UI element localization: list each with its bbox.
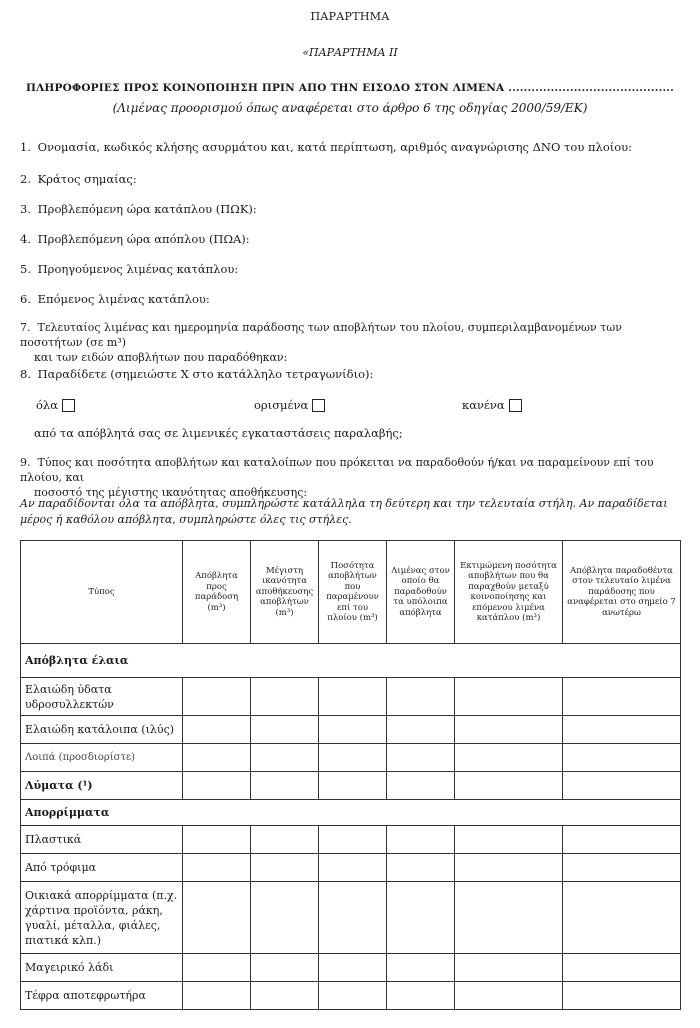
table-cell[interactable] [251,982,319,1010]
form-title: ΠΛΗΡΟΦΟΡΙΕΣ ΠΡΟΣ ΚΟΙΝΟΠΟΙΗΣΗ ΠΡΙΝ ΑΠΟ ΤΗΝ ΕΙΣΟΔΟ ΣΤΟΝ ΛΙΜΕΝΑ ........................................... [25,82,675,94]
table-row [21,854,681,882]
table-cell[interactable] [183,982,251,1010]
table-cell[interactable] [455,826,563,854]
table-cell[interactable] [455,954,563,982]
table-cell[interactable] [563,744,681,772]
column-header-max-capacity: Μέγιστη ικανότητα αποθήκευσης αποβλήτων (m³) [251,541,319,644]
waste-table [20,540,681,1010]
option-some-label: ορισμένα [254,398,309,412]
table-cell[interactable] [319,772,387,800]
column-header-to-deliver: Απόβλητα προς παράδοση (m³) [183,541,251,644]
table-cell[interactable] [455,982,563,1010]
table-cell[interactable] [319,854,387,882]
item-number: 4. [20,232,31,246]
item-text: Ονομασία, κωδικός κλήσης ασυρμάτου και, κατά περίπτωση, αριθμός αναγνώρισης ΔΝΟ του πλοίου: [37,140,633,154]
item-6 [20,291,682,308]
table-cell[interactable] [387,982,455,1010]
table-cell[interactable] [563,954,681,982]
item-text: Επόμενος λιμένας κατάπλου: [37,292,210,306]
table-cell[interactable] [251,678,319,716]
form-subtitle: (Λιμένας προορισμού όπως αναφέρεται στο άρθρο 6 της οδηγίας 2000/59/ΕΚ) [112,101,588,115]
item-7 [20,320,682,365]
table-row [21,982,681,1010]
item-text: Κράτος σημαίας: [37,172,137,186]
table-cell[interactable] [319,678,387,716]
table-cell[interactable] [319,826,387,854]
table-cell[interactable] [251,954,319,982]
table-cell[interactable] [183,678,251,716]
option-some-checkbox[interactable] [312,399,325,412]
table-row [21,772,681,800]
table-cell[interactable] [387,954,455,982]
item-3 [20,201,682,218]
column-header-last-delivered: Απόβλητα παραδοθέντα στον τελευταίο λιμένα παράδοσης που αναφέρεται στο σημείο 7 ανωτέρω [563,541,681,644]
item-5 [20,261,682,278]
table-cell[interactable] [387,882,455,954]
row-label: Λύματα (¹) [21,772,183,800]
table-cell[interactable] [563,678,681,716]
table-cell[interactable] [183,744,251,772]
table-row [21,716,681,744]
table-row-category [21,644,681,678]
column-header-estimated-generated: Εκτιμώμενη ποσότητα αποβλήτων που θα παραχθούν μεταξύ κοινοποίησης και επόμενου λιμένα κατάπλου (m³) [455,541,563,644]
table-row [21,882,681,954]
table-cell[interactable] [563,882,681,954]
table-cell[interactable] [455,678,563,716]
item-text: Παραδίδετε (σημειώστε Χ στο κατάλληλο τετραγωνίδιο): [37,367,374,381]
row-label: Οικιακά απορρίμματα (π.χ. χάρτινα προϊόντα, ράκη, γυαλί, μέταλλα, φιάλες, πιατικά κλπ.) [21,882,183,954]
table-cell[interactable] [319,982,387,1010]
table-cell[interactable] [319,882,387,954]
option-all-checkbox[interactable] [62,399,75,412]
table-header-row [21,541,681,644]
table-cell[interactable] [183,716,251,744]
item-1 [20,139,682,156]
table-cell[interactable] [183,826,251,854]
item-number: 9. [20,456,31,469]
table-cell[interactable] [251,826,319,854]
item-number: 2. [20,172,31,186]
item-text-continued: ποσοστό της μέγιστης ικανότητας αποθήκευσης: [34,486,308,499]
table-cell[interactable] [455,882,563,954]
item-text: Προηγούμενος λιμένας κατάπλου: [37,262,239,276]
table-cell[interactable] [387,854,455,882]
item-number: 1. [20,140,31,154]
row-label: Ελαιώδη ύδατα υδροσυλλεκτών [21,678,183,716]
category-label: Απόβλητα έλαια [21,644,681,678]
item-number: 5. [20,262,31,276]
table-cell[interactable] [387,716,455,744]
row-label: Πλαστικά [21,826,183,854]
table-cell[interactable] [251,882,319,954]
table-cell[interactable] [387,826,455,854]
table-cell[interactable] [563,826,681,854]
table-cell[interactable] [251,744,319,772]
item-number: 8. [20,367,31,381]
table-cell[interactable] [183,854,251,882]
option-all-label: όλα [36,398,58,412]
item-number: 6. [20,292,31,306]
item-text: Τελευταίος λιμένας και ημερομηνία παράδοσης των αποβλήτων του πλοίου, συμπεριλαμβανομένων των ποσοτήτων (σε m³) [20,321,622,349]
item-text-continued: και των ειδών αποβλήτων που παραδόθηκαν: [34,351,288,364]
column-header-delivery-port: Λιμένας στον οποίο θα παραδοθούν τα υπόλοιπα απόβλητα [387,541,455,644]
table-cell[interactable] [563,854,681,882]
table-cell[interactable] [251,772,319,800]
item-2 [20,171,682,188]
table-cell[interactable] [183,882,251,954]
table-cell[interactable] [183,954,251,982]
table-row [21,954,681,982]
table-cell[interactable] [251,716,319,744]
annex-heading: ΠΑΡΑΡΤΗΜΑ [310,10,390,23]
item-number: 3. [20,202,31,216]
row-label: Λοιπά (προσδιορίστε) [21,744,183,772]
table-cell[interactable] [563,716,681,744]
table-cell[interactable] [455,854,563,882]
table-cell[interactable] [563,982,681,1010]
category-label: Απορρίμματα [21,800,681,826]
annex-subheading: «ΠΑΡΑΡΤΗΜΑ ΙΙ [302,46,398,59]
table-cell[interactable] [455,772,563,800]
item-9 [20,455,682,500]
table-cell[interactable] [319,954,387,982]
table-row [21,678,681,716]
table-cell[interactable] [319,744,387,772]
option-none-checkbox[interactable] [509,399,522,412]
table-cell[interactable] [455,716,563,744]
table-cell[interactable] [319,716,387,744]
table-cell[interactable] [563,772,681,800]
item-8 [20,366,682,383]
table-row [21,826,681,854]
table-cell[interactable] [455,744,563,772]
item-text: Τύπος και ποσότητα αποβλήτων και καταλοίπων που πρόκειται να παραδοθούν ή/και να παραμείνουν επί του πλοίου, και [20,456,654,484]
table-cell[interactable] [387,678,455,716]
option-some [254,398,325,412]
instructions-note: Αν παραδίδονται όλα τα απόβλητα, συμπληρώστε κατάλληλα τη δεύτερη και την τελευταία στήλη. Αν παραδίδεται μέρος ή καθόλου απόβλητα, συμπληρώστε όλες τις στήλες. [20,497,668,526]
option-all [36,398,75,412]
options-followup: από τα απόβλητά σας σε λιμενικές εγκαταστάσεις παραλαβής; [34,426,403,440]
row-label: Τέφρα αποτεφρωτήρα [21,982,183,1010]
option-none-label: κανένα [462,398,505,412]
table-row [21,744,681,772]
item-text: Προβλεπόμενη ώρα κατάπλου (ΠΩΚ): [37,202,257,216]
table-cell[interactable] [387,744,455,772]
item-text: Προβλεπόμενη ώρα απόπλου (ΠΩΑ): [37,232,250,246]
table-cell[interactable] [251,854,319,882]
column-header-type: Τύπος [21,541,183,644]
item-number: 7. [20,321,31,334]
option-none [462,398,522,412]
item-4 [20,231,682,248]
column-header-retained: Ποσότητα αποβλήτων που παραμένουν επί του πλοίου (m³) [319,541,387,644]
table-cell[interactable] [183,772,251,800]
row-label: Από τρόφιμα [21,854,183,882]
table-row-category [21,800,681,826]
row-label: Ελαιώδη κατάλοιπα (ιλύς) [21,716,183,744]
table-cell[interactable] [387,772,455,800]
row-label: Μαγειρικό λάδι [21,954,183,982]
